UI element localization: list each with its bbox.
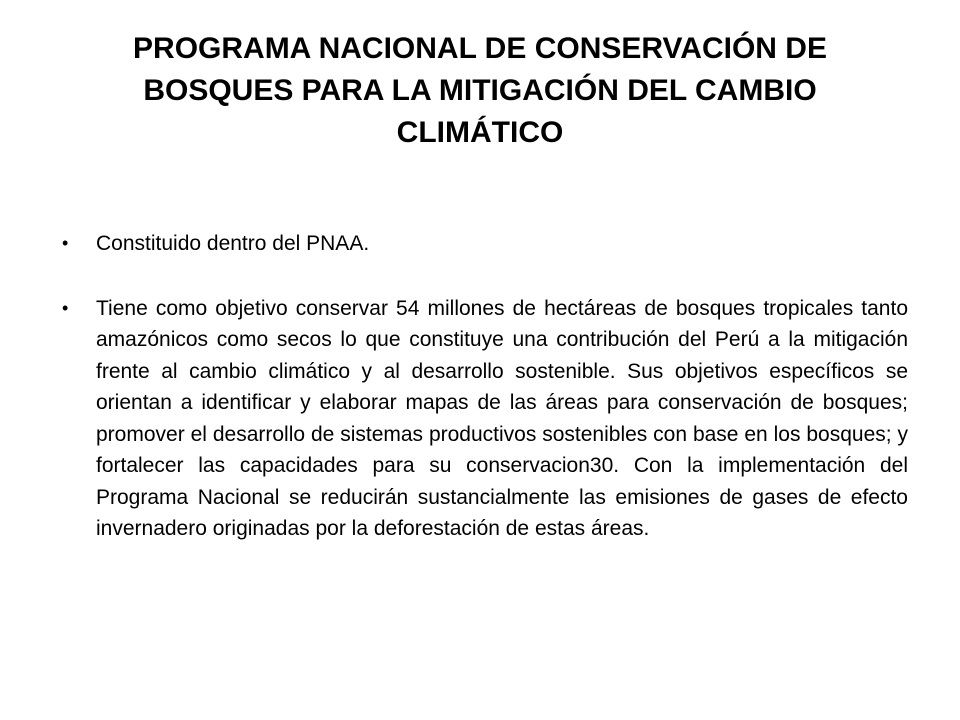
slide-title: PROGRAMA NACIONAL DE CONSERVACIÓN DE BOSQUES PARA LA MITIGACIÓN DEL CAMBIO CLIMÁTICO [133, 32, 827, 149]
bullet-list [62, 228, 908, 578]
bullet-dot-icon: • [62, 297, 69, 318]
bullet-item [62, 293, 908, 545]
bullet-text: Constituido dentro del PNAA. [96, 232, 370, 255]
bullet-dot-icon: • [62, 233, 69, 253]
bullet-item [62, 228, 908, 260]
bullet-text: Tiene como objetivo conservar 54 millones de hectáreas de bosques tropicales tanto amazónicos como secos lo que constituye una contribución del Perú a la mitigación frente al cambio climático y al desarrollo sostenible. Sus objetivos específicos se orientan a identificar y elaborar mapas de las áreas para conservación de bosques; promover el desarrollo de sistemas productivos sostenibles con base en los bosques; y fortalecer las capacidades para su conservacion30. Con la implementación del Programa Nacional se reducirán sustancialmente las emisiones de gases de efecto invernadero originadas por la deforestación de estas áreas. [96, 296, 908, 540]
